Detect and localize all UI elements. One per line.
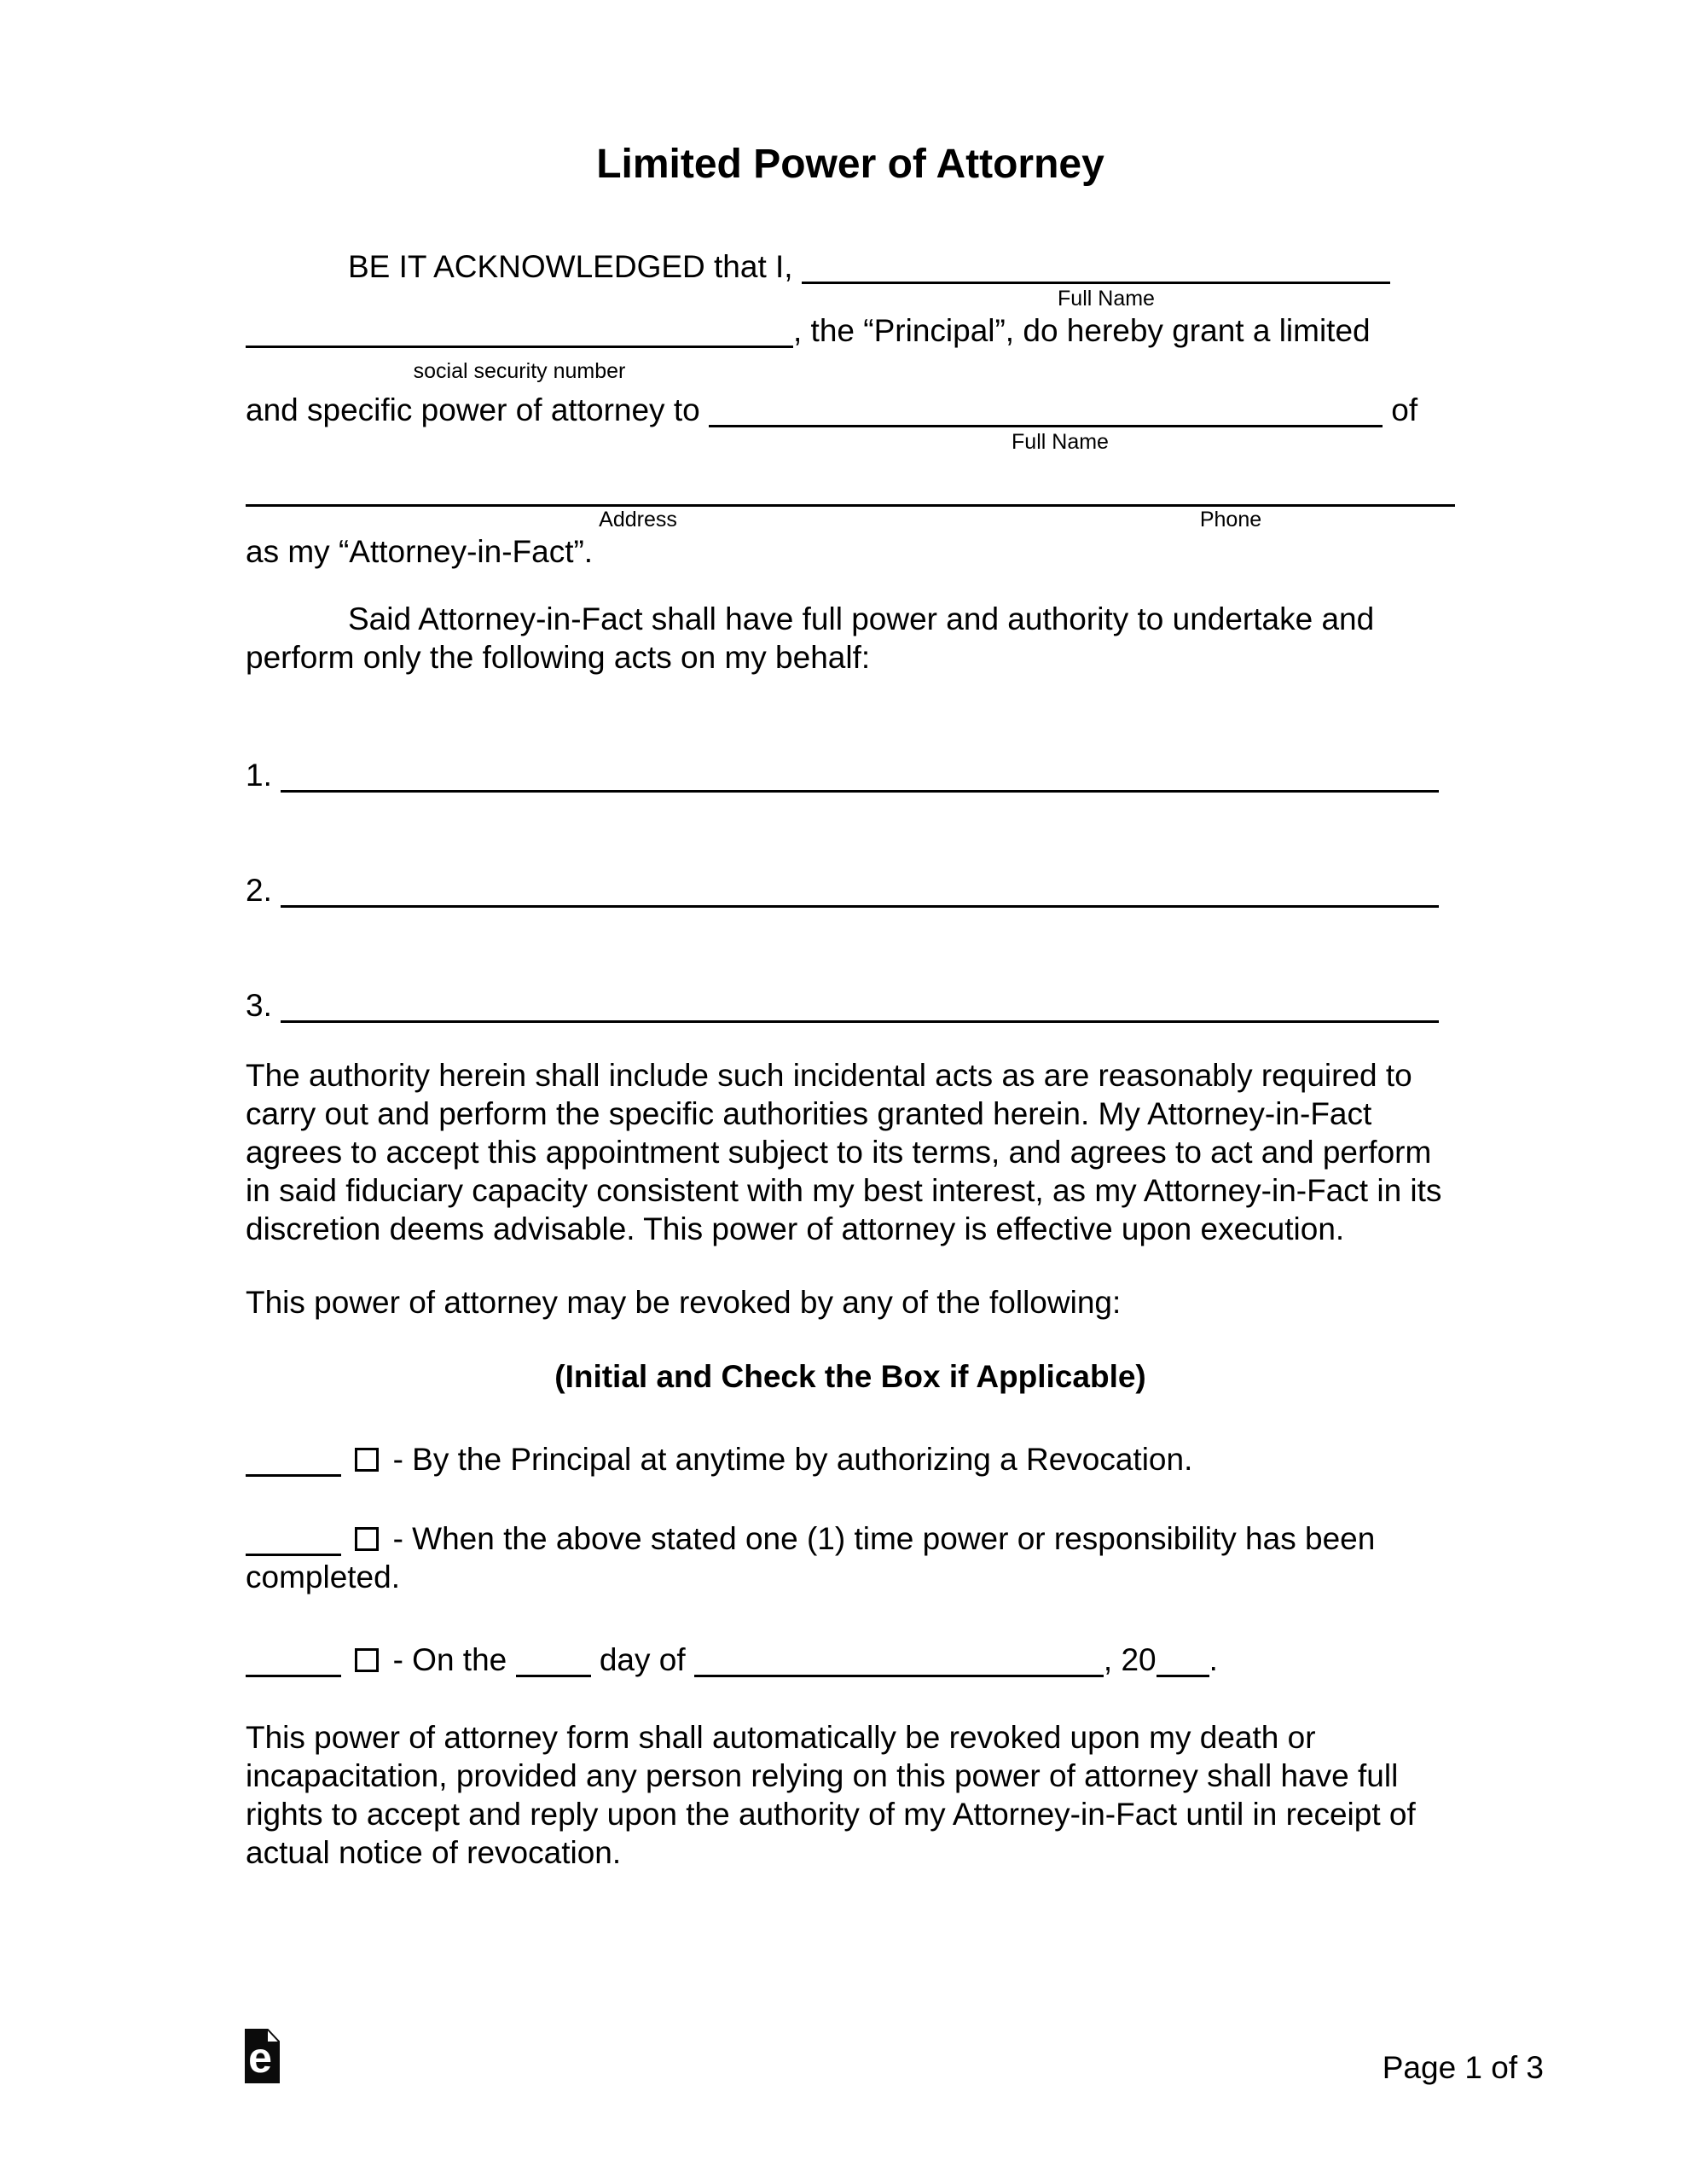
revocation-option-completed bbox=[246, 1519, 1455, 1596]
initial-check-heading: (Initial and Check the Box if Applicable) bbox=[554, 1359, 1146, 1394]
logo-letter: e bbox=[248, 2034, 272, 2082]
authority-paragraph: The authority herein shall include such incidental acts as are reasonably required to carry out and perform the specific authorities granted herein. My Attorney-in-Fact agrees to accept this appointment subject to its terms, and agrees to act and perform in said fiduciary capacity consistent with my best interest, as my Attorney-in-Fact in its discretion deems advisable. This power of attorney is effective upon execution. bbox=[246, 1058, 1442, 1246]
be-it-acknowledged-text: BE IT ACKNOWLEDGED that I, bbox=[348, 249, 793, 284]
attorney-name-blank[interactable] bbox=[709, 401, 1383, 427]
grant-prefix-text: and specific power of attorney to bbox=[246, 392, 700, 427]
page-indicator: Page 1 of 3 bbox=[1382, 2050, 1544, 2085]
revocation-intro: This power of attorney may be revoked by any of the following: bbox=[246, 1285, 1122, 1320]
full-name-label-2: Full Name bbox=[1012, 430, 1109, 454]
act-item-1 bbox=[246, 756, 1455, 794]
act-item-2 bbox=[246, 871, 1455, 909]
intro-closing-line: as my “Attorney-in-Fact”. bbox=[246, 534, 594, 569]
initials-blank[interactable] bbox=[246, 1530, 341, 1556]
revocation-option-date bbox=[246, 1641, 1455, 1679]
act-number: 3. bbox=[246, 988, 272, 1023]
act-number: 1. bbox=[246, 758, 272, 793]
intro-section bbox=[246, 247, 1455, 571]
month-blank[interactable] bbox=[694, 1651, 1104, 1677]
day-blank[interactable] bbox=[516, 1651, 591, 1677]
intro-line-3 bbox=[246, 391, 1455, 429]
eforms-logo bbox=[245, 2029, 280, 2092]
auto-revocation-paragraph: This power of attorney form shall automatically be revoked upon my death or incapacitation, provided any person relying on this power of attorney shall have full rights to accept and reply upon the authority of my Attorney-in-Fact until in receipt of actual notice of revocation. bbox=[246, 1720, 1416, 1870]
address-label: Address bbox=[599, 508, 677, 531]
revocation-option-principal bbox=[246, 1440, 1455, 1478]
address-phone-blank[interactable] bbox=[246, 472, 1455, 507]
intro-line-2 bbox=[246, 311, 1455, 350]
act-blank-line[interactable] bbox=[281, 881, 1439, 908]
initials-blank[interactable] bbox=[246, 1651, 341, 1677]
address-phone-label-row bbox=[246, 507, 1455, 532]
revocation-option-text: - By the Principal at anytime by authorizing a Revocation. bbox=[392, 1442, 1193, 1477]
principal-name-blank[interactable] bbox=[802, 258, 1390, 284]
act-blank-line[interactable] bbox=[281, 996, 1439, 1023]
year-blank[interactable] bbox=[1157, 1651, 1209, 1677]
ssn-label: social security number bbox=[413, 359, 626, 383]
checkbox-icon[interactable] bbox=[355, 1648, 379, 1672]
said-attorney-paragraph: Said Attorney-in-Fact shall have full power and authority to undertake and perform only the following acts on my behalf: bbox=[246, 601, 1375, 675]
revocation-option-text-middle: day of bbox=[599, 1642, 686, 1677]
act-item-3 bbox=[246, 986, 1455, 1025]
acts-list bbox=[246, 756, 1455, 1025]
revocation-option-text-suffix: , 20 bbox=[1103, 1642, 1157, 1677]
grant-suffix-text: of bbox=[1391, 392, 1418, 427]
revocation-option-text-prefix: - On the bbox=[392, 1642, 507, 1677]
page-title: Limited Power of Attorney bbox=[596, 142, 1104, 187]
revocation-option-text: - When the above stated one (1) time power or responsibility has been completed. bbox=[246, 1521, 1376, 1594]
checkbox-icon[interactable] bbox=[355, 1527, 379, 1551]
full-name-label-1: Full Name bbox=[1058, 287, 1155, 311]
checkbox-icon[interactable] bbox=[355, 1448, 379, 1472]
ssn-blank[interactable] bbox=[246, 322, 793, 348]
principal-grant-text: , the “Principal”, do hereby grant a limited bbox=[793, 313, 1371, 348]
intro-line-1 bbox=[246, 247, 1455, 286]
initials-blank[interactable] bbox=[246, 1450, 341, 1477]
act-number: 2. bbox=[246, 873, 272, 908]
phone-label: Phone bbox=[1199, 508, 1262, 531]
act-blank-line[interactable] bbox=[281, 766, 1439, 793]
document-fold-icon bbox=[245, 2029, 280, 2083]
revocation-option-text-end: . bbox=[1209, 1642, 1218, 1677]
